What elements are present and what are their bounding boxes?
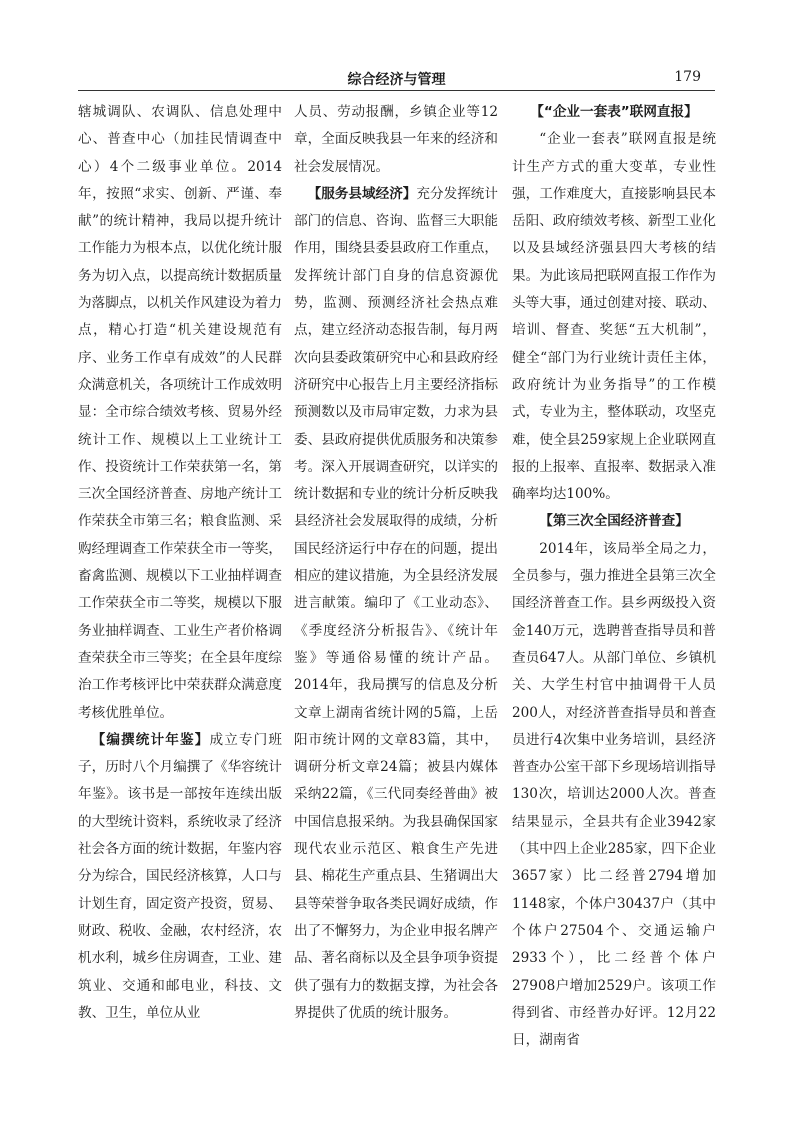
paragraph-yearbook-cont: 人员、劳动报酬，乡镇企业等12章，全面反映我县一年来的经济和社会发展情况。: [294, 104, 498, 175]
paragraph-county-economy-text: 充分发挥统计部门的信息、咨询、监督三大职能作用，围绕县委县政府工作重点，发挥统计部门自身的信息资源优势，监测、预测经济社会热点难点，建立经济动态报告制，每月两次向县委政策研究中心和县政府经济研究中心报告上月主要经济指标预测数以及市局审定数，力求为县委、县政府提供优质服务和决策参考。深入开展调查研究，以详实的统计数据和专业的统计分析反映我县经济社会发展取得的成绩，分析国民经济运行中存在的问题，提出相应的建议措施，为全县经济发展进言献策。编印了《工业动态》、《季度经济分析报告》、《统计年鉴》等通俗易懂的统计产品。2014年，我局撰写的信息及分析文章上湖南省统计网的5篇，上岳阳市统计网的文章83篇，其中，调研分析文章24篇；被县内媒体采纳22篇，《三代同奏经普曲》被中国信息报采纳。为我县确保国家现代农业示范区、粮食生产先进县、棉花生产重点县、生猪调出大县等荣誉争取各类民调好成绩，作出了不懈努力，为企业申报名牌产品、著名商标以及全县争项争资提供了强有力的数据支撑，为社会各界提供了优质的统计服务。: [294, 185, 499, 1021]
paragraph-county-economy: [294, 181, 498, 1027]
paragraph-economic-census: 2014年，该局举全局之力，全员参与，强力推进全县第三次全国经济普查工作。县乡两级投入资金140万元，选聘普查指导员和普查员647人。从部门单位、乡镇机关、大学生村官中抽调骨干人员200人，对经济普查指导员和普查员进行4次集中业务培训，县经济普查办公室干部下乡现场培训指导130次，培训达2000人次。普查结果显示，全县共有企业3942家（其中四上企业285家，四下企业3657家）比二经普2794增加1148家，个体户30437户（其中个体户27504个、交通运输户2933个），比二经普个体户27908户增加2529户。该项工作得到省、市经普办好评。12月22日，湖南省: [512, 540, 716, 1049]
heading-economic-census: 【第三次全国经济普查】: [539, 513, 689, 530]
column-2: [294, 99, 498, 1027]
heading-online-reporting: 【“企业一套表”联网直报】: [530, 104, 698, 120]
running-header: [78, 67, 715, 91]
paragraph-online-reporting: “企业一套表”联网直报是统计生产方式的重大变革，专业性强，工作难度大，直接影响县民本岳阳、政府绩效考核、新型工业化以及县域经济强县四大考核的结果。为此该局把联网直报工作作为头等大事，通过创建对接、联动、培训、督查、奖惩“五大机制”，健全“部门为行业统计责任主体，政府统计为业务指导”的工作模式，专业为主，整体联动，攻坚克难，使全县259家规上企业联网直报的上报率、直报率、数据录入准确率均达100%。: [512, 131, 716, 503]
paragraph-yearbook-text: 成立专门班子，历时八个月编撰了《华容统计年鉴》。该书是一部按年连续出版的大型统计资料，系统收录了经济社会各方面的统计数据，年鉴内容分为综合，国民经济核算，人口与计划生育，固定资产投资，贸易、财政、税收、金融，农村经济，农机水利，城乡住房调查，工业、建筑业、交通和邮电业，科技、文教、卫生，单位从业: [78, 731, 282, 1021]
heading-yearbook: 【编撰统计年鉴】: [91, 731, 210, 748]
column-3: [512, 99, 716, 1054]
column-1: [78, 99, 282, 1027]
page-number: 179: [674, 69, 701, 85]
heading-county-economy: 【服务县域经济】: [307, 185, 417, 202]
paragraph-statistics-bureau: 辖城调队、农调队、信息处理中心、普查中心（加挂民情调查中心）4个二级事业单位。2014年，按照“求实、创新、严谨、奉献”的统计精神，我局以提升统计工作能力为根本点，以优化统计服务为切入点，以提高统计数据质量为落脚点，以机关作风建设为着力点，精心打造“机关建设规范有序、业务工作卓有成效”的人民群众满意机关，各项统计工作成效明显：全市综合绩效考核、贸易外经统计工作、规模以上工业统计工作、投资统计工作荣获第一名，第三次全国经济普查、房地产统计工作荣获全市第三名；粮食监测、采购经理调查工作荣获全市一等奖，畜禽监测、规模以下工业抽样调查工作荣获全市二等奖，规模以下服务业抽样调查、工业生产者价格调查荣获全市三等奖；在全县年度综治工作考核评比中荣获群众满意度考核优胜单位。: [78, 104, 282, 721]
header-rule: [78, 90, 715, 91]
section-title: 综合经济与管理: [347, 72, 446, 88]
paragraph-yearbook: [78, 727, 282, 1027]
